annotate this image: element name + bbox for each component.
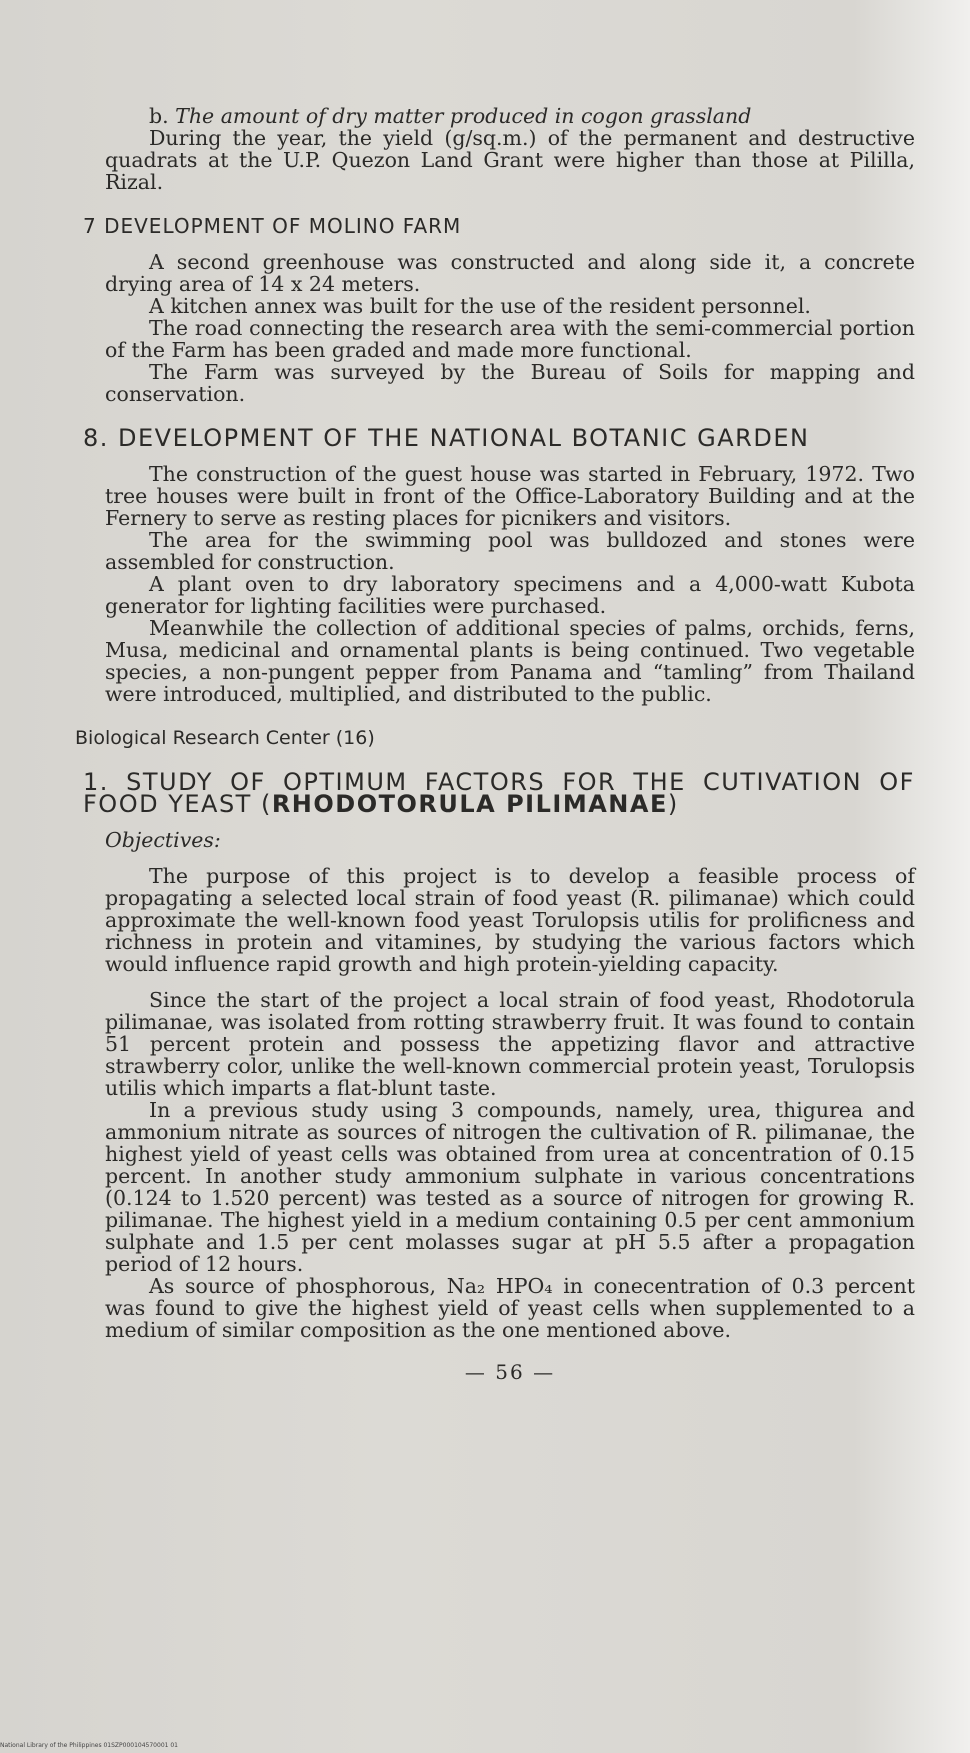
section-1-heading-text: 1. STUDY OF OPTIMUM FACTORS FOR THE CUTIVATION OF FOOD YEAST (	[83, 768, 915, 818]
section-1-paragraph: In a previous study using 3 compounds, namely, urea, thigurea and ammonium nitrate as sources of nitrogen the cultivation of R. pilimanae, the highest yield of yeast cells was obtained from urea at concentration of 0.15 percent. In another study ammonium sulphate in various concentrations (0.124 to 1.520 percent) was tested as a source of nitrogen for growing R. pilimanae. The highest yield in a medium containing 0.5 per cent ammonium sulphate and 1.5 per cent molasses sugar at pH 5.5 after a propagation period of 12 hours.	[105, 1098, 915, 1276]
section-1-heading-bold: RHODOTORULA PILIMANAE	[271, 790, 668, 818]
subsection-b-title	[149, 105, 915, 127]
section-8-paragraph: The construction of the guest house was started in February, 1972. Two tree houses were built in front of the Office-Laboratory Building and at the Fernery to serve as resting places for picnikers and visitors.	[105, 462, 915, 530]
subsection-b-label: b.	[149, 104, 169, 128]
section-7-heading: 7 DEVELOPMENT OF MOLINO FARM	[83, 214, 462, 238]
center-label: Biological Research Center (16)	[75, 727, 375, 749]
section-8-paragraph: A plant oven to dry laboratory specimens and a 4,000-watt Kubota generator for lighting facilities were purchased.	[105, 572, 915, 618]
footer-credit: National Library of the Philippines 01SZP000104570001 01	[0, 1742, 178, 1749]
section-1-heading-end: )	[667, 790, 679, 818]
page-content	[75, 104, 915, 1384]
section-1-heading	[83, 768, 915, 818]
section-7-paragraph: The Farm was surveyed by the Bureau of Soils for mapping and conservation.	[105, 360, 915, 406]
subsection-b-heading: The amount of dry matter produced in cogon grassland	[175, 104, 752, 128]
objectives-label: Objectives:	[105, 828, 221, 852]
section-1-paragraph: Since the start of the project a local strain of food yeast, Rhodotorula pilimanae, was isolated from rotting strawberry fruit. It was found to contain 51 percent protein and possess the appetizing flavor and attractive strawberry color, unlike the well-known commercial protein yeast, Torulopsis utilis which imparts a flat-blunt taste.	[105, 988, 915, 1100]
section-7-paragraph: The road connecting the research area with the semi-commercial portion of the Farm has been graded and made more functional.	[105, 316, 915, 362]
subsection-b-text: During the year, the yield (g/sq.m.) of the permanent and destructive quadrats at the U.P. Quezon Land Grant were higher than those at Pililla, Rizal.	[105, 126, 915, 194]
section-7-paragraph: A second greenhouse was constructed and along side it, a concrete drying area of 14 x 24 meters.	[105, 250, 915, 296]
page-number: — 56 —	[464, 1360, 556, 1384]
section-7-paragraph: A kitchen annex was built for the use of the resident personnel.	[149, 294, 811, 318]
section-8-heading: 8. DEVELOPMENT OF THE NATIONAL BOTANIC GARDEN	[83, 424, 810, 452]
section-8-paragraph: The area for the swimming pool was bulldozed and stones were assembled for construction.	[105, 528, 915, 574]
section-1-paragraph: The purpose of this project is to develop a feasible process of propagating a selected local strain of food yeast (R. pilimanae) which could approximate the well-known food yeast Torulopsis utilis for prolificness and richness in protein and vitamines, by studying the various factors which would influence rapid growth and high protein-yielding capacity.	[105, 864, 915, 976]
section-1-paragraph: As source of phosphorous, Na₂ HPO₄ in conecentration of 0.3 percent was found to give the highest yield of yeast cells when supplemented to a medium of similar composition as the one mentioned above.	[105, 1274, 915, 1342]
section-8-paragraph: Meanwhile the collection of additional species of palms, orchids, ferns, Musa, medicinal and ornamental plants is being continued. Two vegetable species, a non-pungent pepper from Panama and “tamling” from Thailand were introduced, multiplied, and distributed to the public.	[105, 616, 915, 706]
